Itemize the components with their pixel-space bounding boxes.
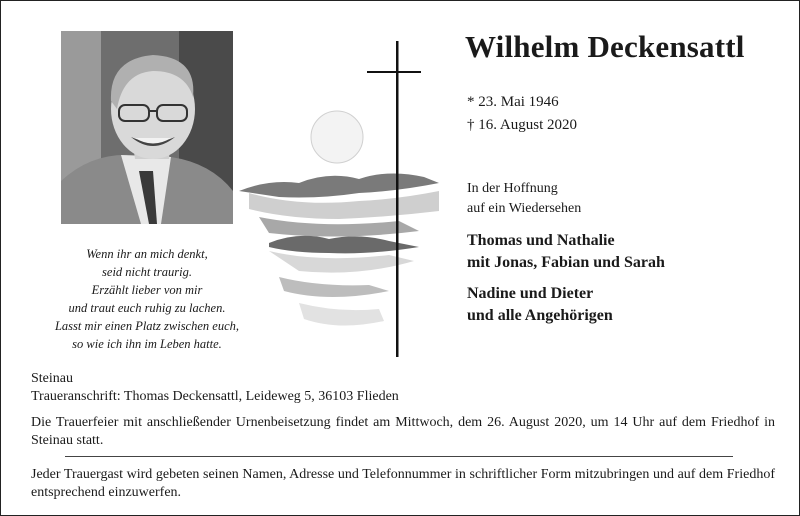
death-date: † 16. August 2020 [467,117,578,133]
divider-line [65,456,733,457]
ceremony-info: Die Trauerfeier mit anschließender Urnenbeisetzung findet am Mittwoch, dem 26. August 2020, um 14 Uhr auf dem Friedhof in Steinau statt. [31,415,775,448]
poem-line: Wenn ihr an mich denkt, [86,247,208,261]
portrait-photo [61,31,233,224]
portrait-illustration [61,31,233,224]
mourners-group-1 [467,230,665,274]
hope-line: auf ein Wiedersehen [467,201,582,216]
life-dates [467,91,577,137]
memorial-poem [31,245,263,353]
cross-landscape-artwork [239,41,459,376]
poem-line: Lasst mir einen Platz zwischen euch, [54,319,239,333]
mourners-line: und alle Angehörigen [467,307,613,324]
address-block [31,370,399,406]
poem-line: und traut euch ruhig zu lachen. [68,301,226,315]
mourners-line: Thomas und Nathalie [467,232,615,249]
guest-notice: Jeder Trauergast wird gebeten seinen Namen, Adresse und Telefonnummer in schriftlicher Form mitzubringen und auf dem Friedhof entsprechend einzuwerfen. [31,467,775,500]
mourners-line: Nadine und Dieter [467,285,594,302]
hope-line: In der Hoffnung [467,181,558,196]
mourners-line: mit Jonas, Fabian und Sarah [467,254,665,271]
poem-line: Erzählt lieber von mir [91,283,203,297]
deceased-name: Wilhelm Deckensattl [465,29,745,64]
mourners-group-2 [467,283,613,327]
town-name: Steinau [31,371,73,386]
poem-line: seid nicht traurig. [102,265,192,279]
poem-line: so wie ich ihn im Leben hatte. [72,337,222,351]
hope-phrase [467,179,581,219]
birth-date: * 23. Mai 1946 [467,94,559,110]
mourning-address: Traueranschrift: Thomas Deckensattl, Leideweg 5, 36103 Flieden [31,389,399,404]
